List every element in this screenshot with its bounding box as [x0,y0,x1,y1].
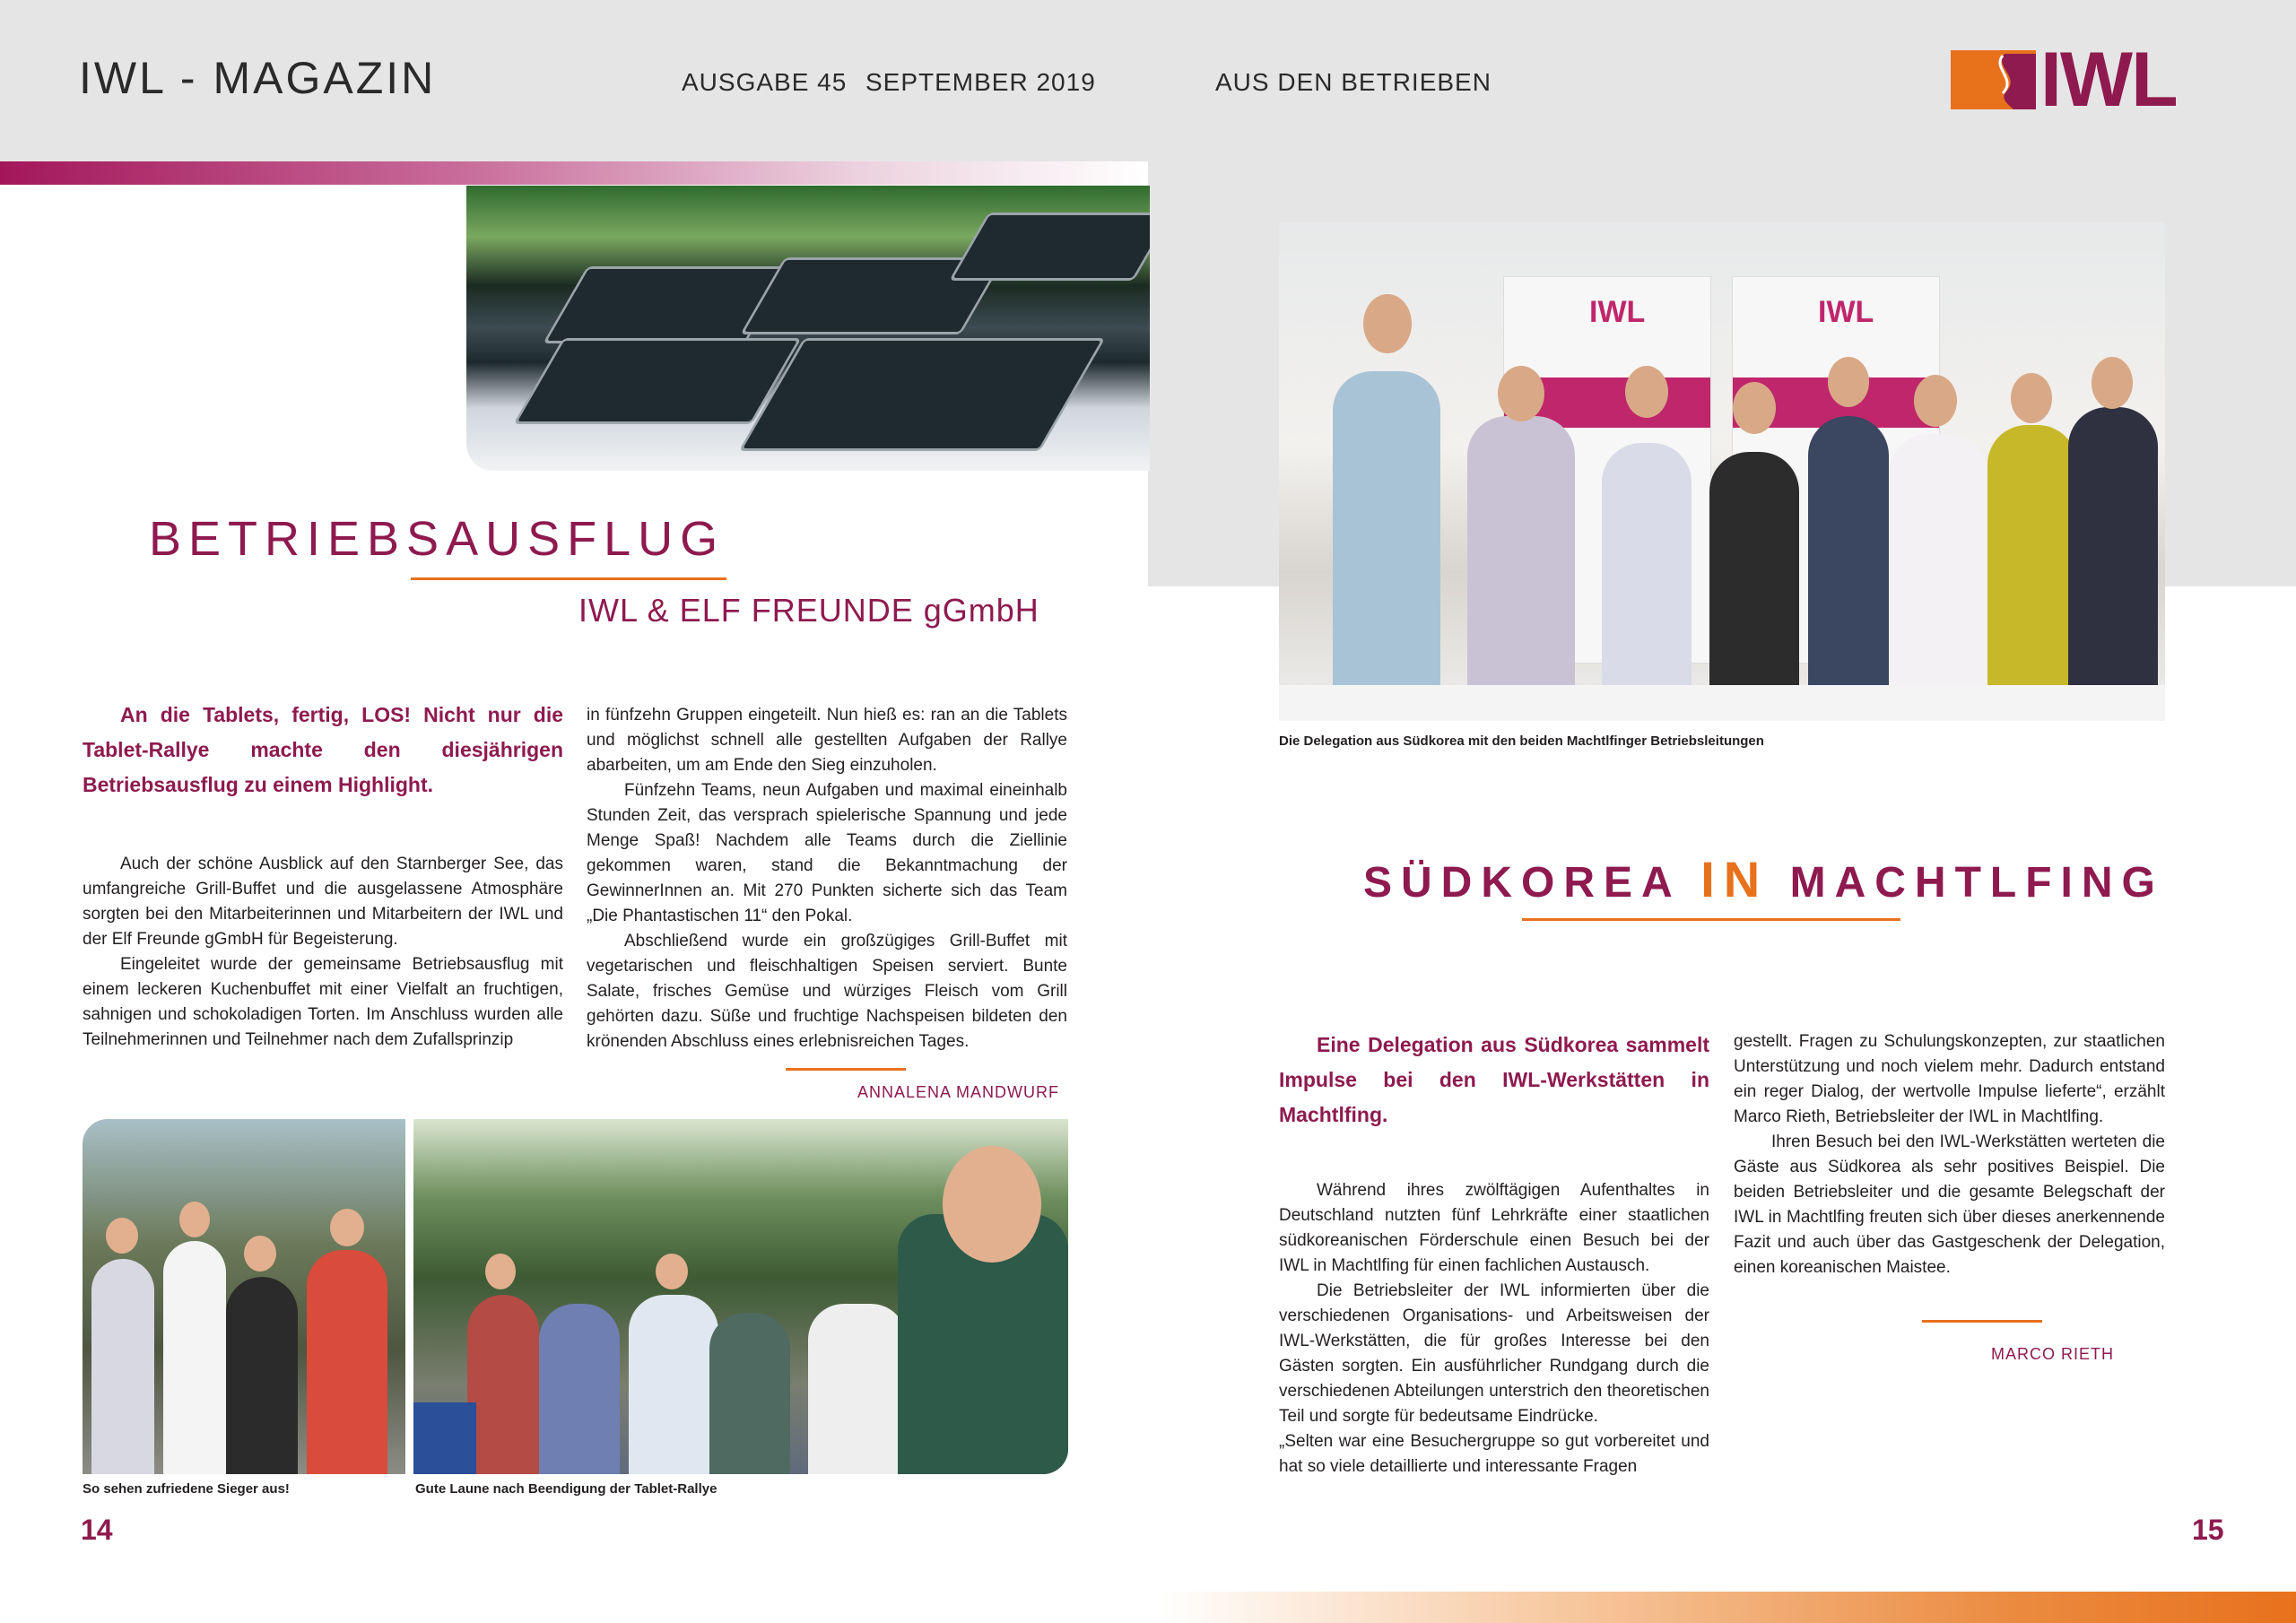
section-name: AUS DEN BETRIEBEN [1215,68,1492,96]
title-rule-right [1522,918,1900,921]
tablets-photo [466,186,1150,471]
paragraph: in fünfzehn Gruppen eingeteilt. Nun hieß es: ran an die Tablets und möglichst schnell alle gestellten Aufgaben der Rallye abarbeiten, um am Ende den Sieg einzuholen. [587,706,1067,775]
paragraph: Auch der schöne Ausblick auf den Starnberger See, das umfangreiche Grill-Buffet und die ausgelassene Atmosphäre sorgten bei den Mitarbeiterinnen und Mitarbeitern der IWL und der Elf Freunde gGmbH für Begeisterung. [83,855,563,949]
banner-logo-text: IWL [1589,295,1646,329]
magenta-gradient-bar [0,161,1148,185]
banner-logo-text: IWL [1818,295,1874,329]
author-left: ANNALENA MANDWURF [857,1083,1060,1101]
logo-text: IWL [2040,37,2177,123]
lead-right [1279,1028,1709,1133]
body-col2-right [1734,1029,2165,1280]
iwl-logo [1951,37,2213,123]
title-word: SÜDKOREA [1363,859,1680,907]
body-col1-right [1279,1178,1709,1480]
caption-delegation: Die Delegation aus Südkorea mit den beiden Machtlfinger Betriebsleitungen [1279,733,1764,749]
paragraph: Während ihres zwölftägigen Aufenthaltes in Deutschland nutzten fünf Lehrkräfte einer staatlichen südkoreanischen Förderschule einen Besuch bei der IWL in Machtlfing für einen fachlichen Austausch. [1279,1181,1709,1275]
caption-rallye: Gute Laune nach Beendigung der Tablet-Rallye [415,1481,718,1497]
lead-text-right: Eine Delegation aus Südkorea sammelt Impulse bei den IWL-Werkstätten in Machtlfing. [1279,1033,1709,1126]
paragraph: Abschließend wurde ein großzügiges Grill-Buffet mit vegetarischen und fleischhaltigen Speisen serviert. Bunte Salate, frisches Gemüse und würziges Fleisch vom Grill gehörten dazu. Süße und fruchtige Nachspeisen bildeten den krönenden Abschluss eines erlebnisreichen Tages. [587,932,1067,1051]
issue-date: SEPTEMBER 2019 [865,68,1096,96]
title-rule-left [411,577,726,580]
paragraph: Fünfzehn Teams, neun Aufgaben und maximal eineinhalb Stunden Zeit, das versprach spielerische Spannung und jede Menge Spaß! Nachdem alle Teams durch die Ziellinie gekommen waren, stand die Bekanntmachung der GewinnerInnen an. Mit 270 Punkten sicherte sich das Team „Die Phantastischen 11“ den Pokal. [587,781,1067,925]
paragraph: gestellt. Fragen zu Schulungskonzepten, zur staatlichen Unterstützung und noch vielem mehr. Dadurch entstand ein reger Dialog, der wertvolle Impulse lieferte“, erzählt Marco Rieth, Betriebsleiter der IWL in Machtlfing. [1734,1032,2165,1126]
page-number-right: 15 [2192,1514,2224,1546]
paragraph: Die Betriebsleiter der IWL informierten über die verschiedenen Organisations- und Arbeitsweisen der IWL-Werkstätten, die für großes Interesse bei den Gästen sorgten. Ein ausführlicher Rundgang durch die verschiedenen Abteilungen unterstrich den theoretischen Teil und sorgte für bedeutsame Eindrücke. [1279,1281,1709,1426]
paragraph: Eingeleitet wurde der gemeinsame Betriebsausflug mit einem leckeren Kuchenbuffet mit einer Vielfalt an fruchtigen, sahnigen und schokoladigen Torten. Im Anschluss wurden alle Teilnehmerinnen und Teilnehmer nach dem Zufallsprinzip [83,955,563,1049]
title-word-accent: IN [1700,851,1770,907]
winners-photo [83,1119,405,1474]
title-word: MACHTLFING [1789,859,2164,907]
author-rule-right [1922,1320,2042,1323]
author-right: MARCO RIETH [1991,1345,2114,1363]
logo-mark-icon [1951,50,2036,109]
paragraph: „Selten war eine Besuchergruppe so gut vorbereitet und hat so viele detaillierte und interessante Fragen [1279,1432,1709,1476]
author-rule-left [786,1068,906,1071]
lead-text-left: An die Tablets, fertig, LOS! Nicht nur die Tablet-Rallye machte den diesjährigen Betriebsausflug zu einem Highlight. [83,703,563,796]
orange-gradient-bar [1157,1592,2296,1623]
delegation-photo [1279,222,2165,721]
lead-left [83,698,563,803]
magazine-title: IWL - MAGAZIN [79,53,437,103]
body-col1-left [83,852,563,1053]
issue-number: AUSGABE 45 [682,68,848,96]
article-subtitle-left: IWL & ELF FREUNDE gGmbH [578,592,1039,629]
body-col2-left [587,703,1067,1055]
caption-winners: So sehen zufriedene Sieger aus! [83,1481,290,1497]
page-number-left: 14 [81,1514,113,1546]
article-title-left: BETRIEBSAUSFLUG [149,512,726,566]
article-title-right [1363,850,2164,908]
paragraph: Ihren Besuch bei den IWL-Werkstätten werteten die Gäste aus Südkorea als sehr positives Beispiel. Die beiden Betriebsleiter und die gesamte Belegschaft der IWL in Machtlfing freuten sich über dieses anerkennende Fazit und auch über das Gastgeschenk der Delegation, einen koreanischen Maistee. [1734,1133,2165,1277]
tablet-rallye-photo [413,1119,1068,1474]
